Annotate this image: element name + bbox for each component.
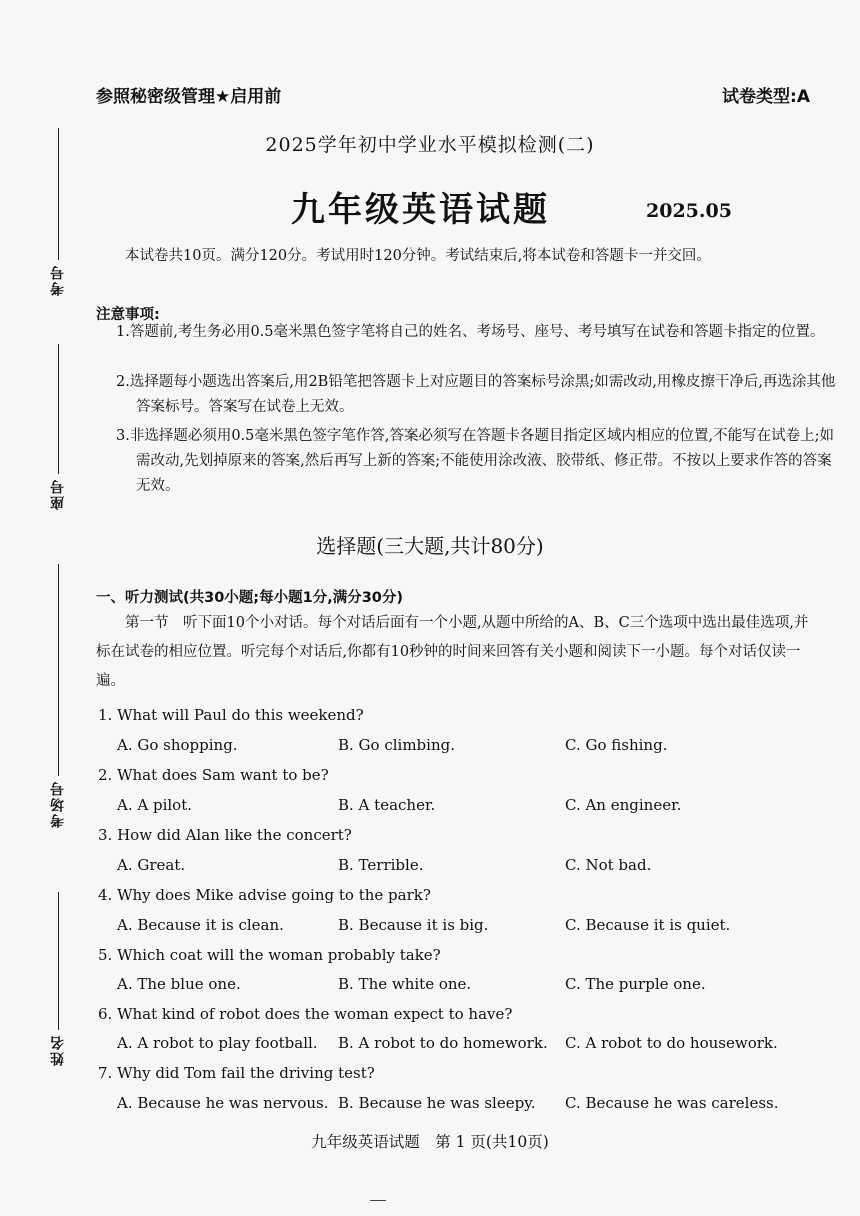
q6-option-b: B. A robot to do homework. bbox=[338, 1034, 548, 1052]
binding-name bbox=[36, 892, 80, 1066]
q7-option-b: B. Because he was sleepy. bbox=[338, 1094, 536, 1112]
exam-subtitle: 2025学年初中学业水平模拟检测(二) bbox=[265, 134, 595, 156]
exam-title: 九年级英语试题 bbox=[291, 190, 550, 230]
binding-room-number-label: 考场号 bbox=[50, 780, 66, 828]
binding-exam-number-label: 考号 bbox=[50, 264, 66, 296]
question-7: 7. Why did Tom fail the driving test? bbox=[98, 1064, 375, 1082]
page-footer: 九年级英语试题 第 1 页(共10页) bbox=[311, 1133, 549, 1151]
q2-option-a: A. A pilot. bbox=[117, 796, 192, 814]
q1-option-a: A. Go shopping. bbox=[117, 736, 238, 754]
part-heading: 一、听力测试(共30小题;每小题1分,满分30分) bbox=[96, 590, 404, 606]
q7-option-a: A. Because he was nervous. bbox=[117, 1094, 329, 1112]
binding-name-label: 姓名 bbox=[50, 1034, 66, 1066]
q1-option-b: B. Go climbing. bbox=[338, 736, 455, 754]
q4-option-c: C. Because it is quiet. bbox=[565, 916, 731, 934]
question-6: 6. What kind of robot does the woman expect to have? bbox=[98, 1005, 513, 1023]
q4-option-b: B. Because it is big. bbox=[338, 916, 489, 934]
notes-heading: 注意事项: bbox=[96, 307, 160, 323]
paper-type-label: 试卷类型:A bbox=[722, 87, 810, 107]
note-item: 3.非选择题必须用0.5毫米黑色签字笔作答,答案必须写在答题卡各题目指定区域内相应的位置,不能写在试卷上;如需改动,先划掉原来的答案,然后再写上新的答案;不能使用涂改液、胶带纸、修正带。不按以上要求作答的答案无效。 bbox=[116, 428, 834, 494]
q3-option-c: C. Not bad. bbox=[565, 856, 652, 874]
confidentiality-label: 参照秘密级管理★启用前 bbox=[96, 87, 282, 107]
exam-date: 2025.05 bbox=[646, 200, 732, 222]
intro-paragraph: 本试卷共10页。满分120分。考试用时120分钟。考试结束后,将本试卷和答题卡一并交回。 bbox=[125, 248, 711, 264]
question-3: 3. How did Alan like the concert? bbox=[98, 826, 352, 844]
q5-option-a: A. The blue one. bbox=[117, 975, 241, 993]
q5-option-b: B. The white one. bbox=[338, 975, 472, 993]
question-4: 4. Why does Mike advise going to the park? bbox=[98, 886, 431, 904]
q6-option-a: A. A robot to play football. bbox=[117, 1034, 318, 1052]
q7-option-c: C. Because he was careless. bbox=[565, 1094, 779, 1112]
binding-seat-number bbox=[36, 344, 80, 510]
note-item: 2.选择题每小题选出答案后,用2B铅笔把答题卡上对应题目的答案标号涂黑;如需改动,用橡皮擦干净后,再选涂其他答案标号。答案写在试卷上无效。 bbox=[116, 374, 836, 415]
q3-option-b: B. Terrible. bbox=[338, 856, 424, 874]
part-description: 第一节 听下面10个小对话。每个对话后面有一个小题,从题中所给的A、B、C三个选项中选出最佳选项,并标在试卷的相应位置。听完每个对话后,你都有10秒钟的时间来回答有关小题和阅读下一小题。每个对话仅读一遍。 bbox=[96, 615, 809, 689]
question-2: 2. What does Sam want to be? bbox=[98, 766, 329, 784]
binding-seat-number-label: 座号 bbox=[50, 478, 66, 510]
q2-option-b: B. A teacher. bbox=[338, 796, 436, 814]
binding-room-number bbox=[36, 564, 80, 828]
q5-option-c: C. The purple one. bbox=[565, 975, 706, 993]
q1-option-c: C. Go fishing. bbox=[565, 736, 668, 754]
question-1: 1. What will Paul do this weekend? bbox=[98, 706, 364, 724]
q6-option-c: C. A robot to do housework. bbox=[565, 1034, 778, 1052]
q3-option-a: A. Great. bbox=[117, 856, 186, 874]
section-title: 选择题(三大题,共计80分) bbox=[316, 534, 544, 558]
q2-option-c: C. An engineer. bbox=[565, 796, 682, 814]
note-item: 1.答题前,考生务必用0.5毫米黑色签字笔将自己的姓名、考场号、座号、考号填写在试卷和答题卡指定的位置。 bbox=[116, 324, 825, 340]
q4-option-a: A. Because it is clean. bbox=[117, 916, 284, 934]
question-5: 5. Which coat will the woman probably take? bbox=[98, 946, 441, 964]
page-edge-mark bbox=[370, 1200, 386, 1201]
